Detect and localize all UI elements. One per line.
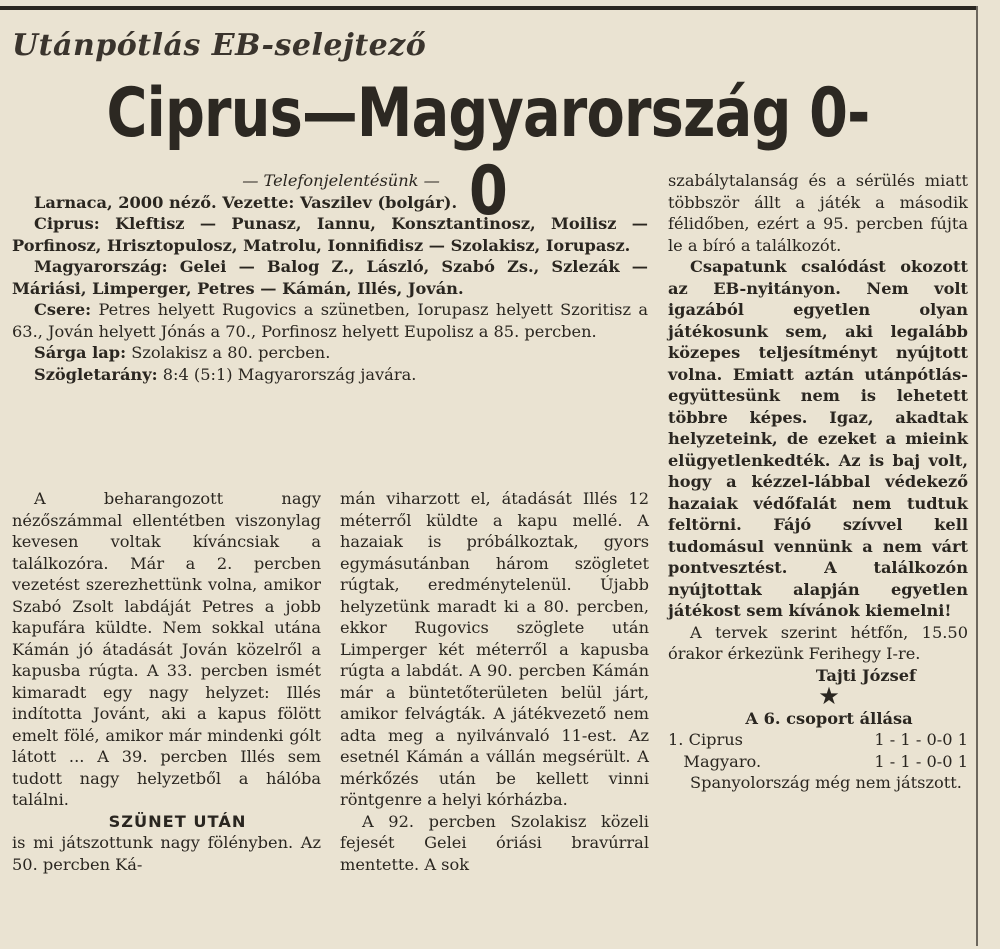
col2-para-1: mán viharzott el, átadását Illés 12 méterről küldte a kapu mellé. A hazaiak is próbálkoztak, gyors egymásutánban három szögletet rúgtak, eredménytelenül. Újabb helyzetünk maradt ki a 80. percben, ekkor Rugovics szöglete után Limperger két méterről a kapusba rúgta a labdát. A 90. percben Kámán már a büntetőterületen belül járt, amikor felvágták. A játékvezető nem adta meg a nyilvánvaló 11-est. Az esetnél Kámán a vállán megsérült. A mérkőzés után be kellett vinni röntgenre a helyi kórházba. (340, 489, 649, 809)
standings-row (668, 751, 968, 773)
author-signature: Tajti József (815, 665, 916, 685)
subs-label: Csere: (34, 300, 92, 319)
col2-para-2: A 92. percben Szolakisz közeli fejesét Gelei óriási bravúrral mentette. A sok (340, 811, 649, 874)
yellow-text: Szolakisz a 80. percben. (126, 343, 331, 362)
standings-record: 1 - 1 - 0-0 1 (874, 751, 968, 771)
report-yellow (12, 342, 648, 364)
hungary-label: Magyarország: (34, 257, 168, 276)
report-corners (12, 364, 648, 386)
standings-row (668, 729, 968, 751)
body-column-3 (668, 170, 968, 794)
star-icon: ★ (818, 682, 840, 710)
standings-title: A 6. csoport állása (745, 708, 913, 728)
col1-para-1: A beharangozott nagy nézőszámmal ellentétben viszonylag kevesen voltak kíváncsiak a találkozóra. Már a 2. percben vezetést szerezhettünk volna, amikor Szabó Zsolt labdáját Petres a jobb kapufára küldte. Nem sokkal utána Kámán jó átadását Jován közelről a kapusba rúgta. A 33. percben ismét kimaradt egy nagy helyzet: Illés indította Jovánt, aki a kapus fölött emelt fölé, amikor már mindenki gólt látott ... A 39. percben Illés sem tudott nagy helyzetből a hálóba találni. (12, 489, 321, 809)
subhead: SZÜNET UTÁN (108, 811, 247, 831)
kicker: Utánpótlás EB-selejtező (12, 28, 427, 63)
standings-record: 1 - 1 - 0-0 1 (874, 730, 968, 749)
yellow-label: Sárga lap: (34, 343, 127, 362)
venue-text: Larnaca, 2000 néző. Vezette: Vaszilev (bolgár). (34, 192, 458, 212)
report-subs (12, 299, 648, 342)
standings-note: Spanyolország még nem játszott. (690, 773, 962, 792)
col3-para-1: szabálytalanság és a sérülés miatt többször állt a játék a második félidőben, ezért a 95. percben fújta le a bíró a találkozót. (668, 171, 968, 255)
report-venue (12, 192, 648, 214)
col3-para-3: A tervek szerint hétfőn, 15.50 órakor érkezünk Ferihegy I-re. (668, 622, 968, 663)
match-report (12, 170, 648, 385)
subs-text: Petres helyett Rugovics a szünetben, Iorupasz helyett Szoritisz a 63., Jován helyett Jónás a 70., Porfinosz helyett Eupolisz a 85. percben. (12, 300, 648, 341)
top-rule (0, 6, 978, 10)
hungary-lineup: Gelei — Balog Z., László, Szabó Zs., Szlezák — Máriási, Limperger, Petres — Kámán, Illés, Jován. (12, 257, 648, 298)
cyprus-lineup: Kleftisz — Punasz, Iannu, Konsztantinosz, Moilisz — Porfinosz, Hrisztopulosz, Matrolu, Ionnifidisz — Szolakisz, Iorupasz. (12, 214, 648, 255)
report-cyprus-lineup (12, 213, 648, 256)
cyprus-label: Ciprus: (34, 214, 100, 233)
body-column-2 (340, 488, 649, 875)
corners-text: 8:4 (5:1) Magyarország javára. (157, 364, 417, 384)
corners-label: Szögletarány: (34, 364, 158, 384)
col3-para-2: Csapatunk csalódást okozott az EB-nyitányon. Nem volt igazából egyetlen olyan játékosunk sem, aki legalább közepes teljesítményt nyújtott volna. Emiatt aztán utánpótlás-együttesünk nem is lehetett többre képes. Igaz, akadtak helyzeteink, de ezeket a mieink elügyetlenkedték. Az is baj volt, hogy a kézzel-lábbal védekező hazaiak védőfalát nem tudtuk feltörni. Fájó szívvel kell tudomásul vennünk a nem várt pontvesztést. A találkozón nyújtottak alapján egyetlen játékost sem kívánok kiemelni! (668, 257, 968, 620)
body-column-1 (12, 488, 321, 875)
standings-team: 1. Ciprus (668, 730, 743, 749)
headline: Ciprus—Magyarország 0-0 (106, 74, 870, 231)
report-hungary-lineup (12, 256, 648, 299)
dateline: — Telefonjelentésünk — (242, 171, 440, 190)
column-rule (976, 6, 978, 946)
col1-para-2: is mi játszottunk nagy fölényben. Az 50. percben Ká- (12, 833, 321, 874)
standings-team: Magyaro. (668, 751, 762, 771)
